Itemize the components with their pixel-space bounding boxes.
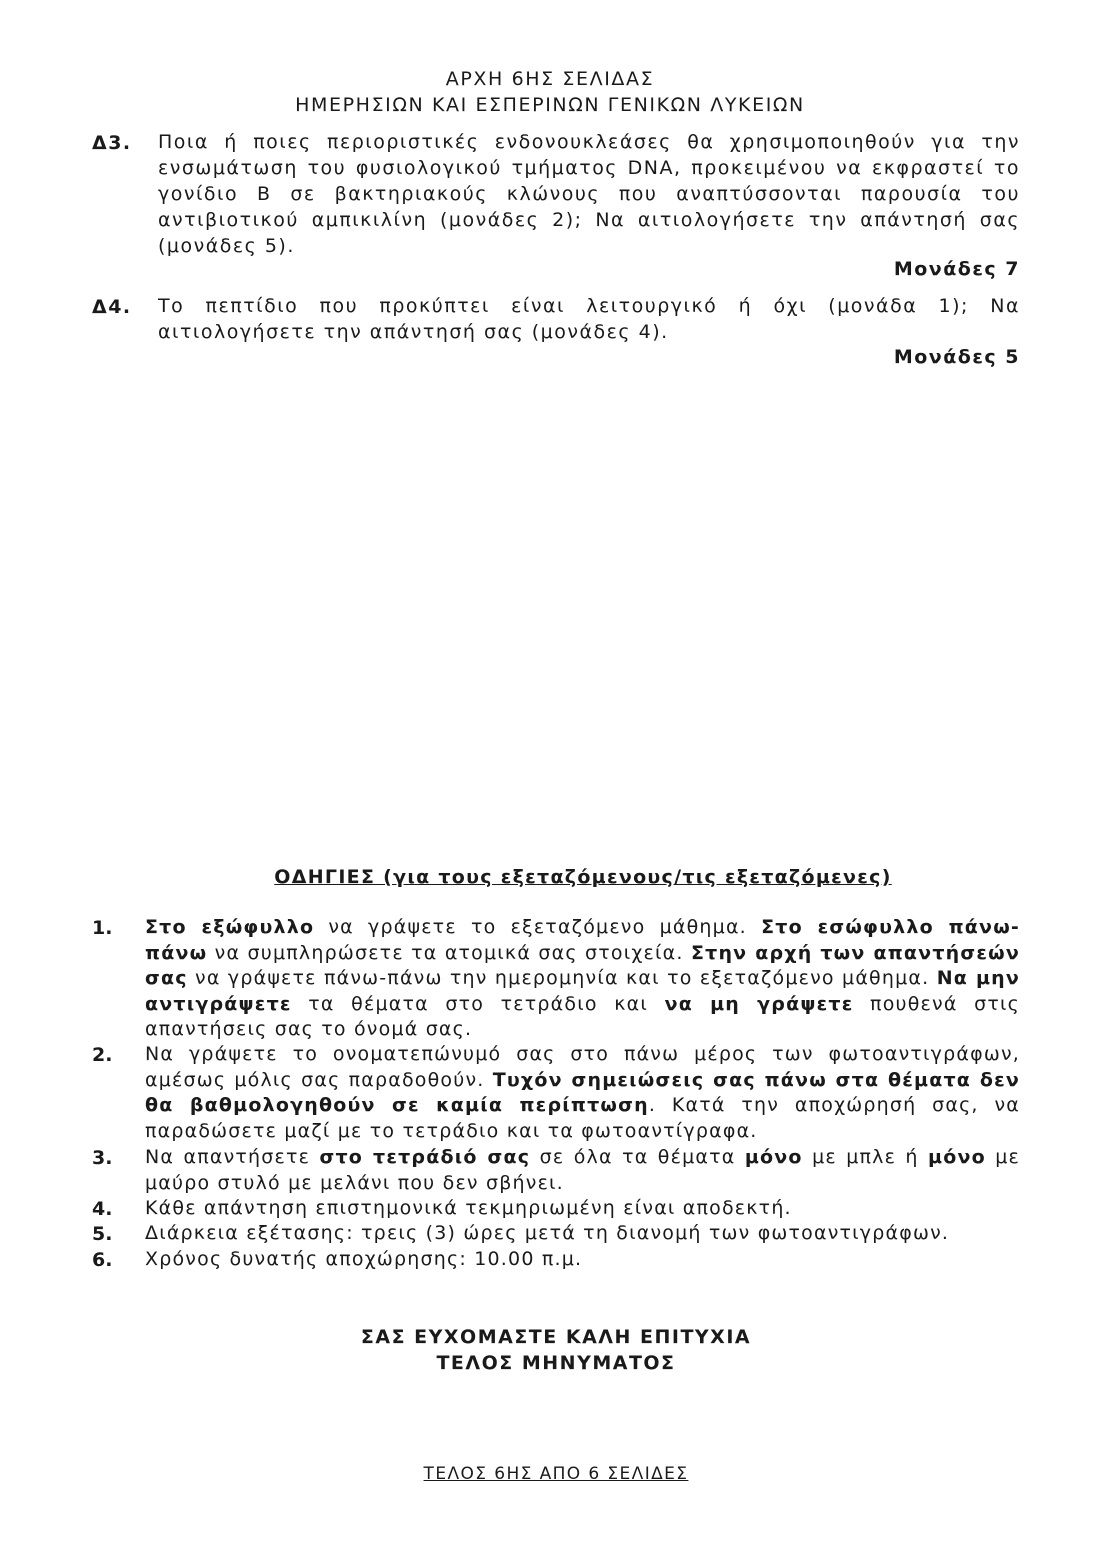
instruction-run: Να γράψετε το ονοματεπώνυμό σας στο πάνω μέρος των φωτοαντιγράφων, αμέσως μόλις σας παραδοθούν.	[145, 1043, 1020, 1091]
instruction-number: 4.	[92, 1198, 113, 1220]
instruction-run: πουθενά στις απαντήσεις σας το όνομά σας.	[145, 992, 1020, 1040]
instruction-text	[145, 1145, 1020, 1196]
instruction-text	[145, 1221, 1020, 1247]
instruction-emphasis: μόνο	[744, 1146, 803, 1168]
instruction-run: Κάθε απάντηση επιστημονικά τεκμηριωμένη είναι αποδεκτή.	[145, 1197, 792, 1219]
instruction-text	[145, 915, 1020, 1043]
instruction-run: Να απαντήσετε	[145, 1146, 320, 1168]
instruction-run: τα θέματα στο τετράδιο και	[291, 992, 665, 1015]
instruction-run: να γράψετε το εξεταζόμενο μάθημα.	[314, 916, 762, 938]
instruction-text	[145, 1196, 1020, 1222]
instruction-emphasis: να μη γράψετε	[664, 992, 854, 1015]
question-text: Το πεπτίδιο που προκύπτει είναι λειτουργικό ή όχι (μονάδα 1); Να αιτιολογήσετε την απάντησή σας (μονάδες 4).	[158, 295, 1020, 343]
instruction-emphasis: Να μην αντιγράψετε	[145, 967, 1021, 1015]
instruction-text	[145, 1247, 1020, 1273]
question-number: Δ4.	[92, 296, 132, 318]
instruction-run: με μπλε ή	[802, 1146, 929, 1168]
instruction-number: 2.	[92, 1044, 113, 1066]
instruction-run: με μαύρο στυλό με μελάνι που δεν σβήνει.	[145, 1146, 1021, 1194]
instruction-run: να συμπληρώσετε τα ατομικά σας στοιχεία.	[207, 941, 691, 964]
instruction-number: 3.	[92, 1147, 113, 1169]
instruction-emphasis: Στην αρχή των απαντήσεών σας	[145, 941, 1021, 989]
closing-line-2: ΤΕΛΟΣ ΜΗΝΥΜΑΤΟΣ	[436, 1352, 676, 1374]
instruction-run: να γράψετε πάνω-πάνω την ημερομηνία και το εξεταζόμενο μάθημα.	[187, 967, 937, 989]
instruction-run: σε όλα τα θέματα	[530, 1146, 745, 1168]
instruction-emphasis: Στο εσώφυλλο πάνω-πάνω	[145, 916, 1021, 964]
instruction-number: 5.	[92, 1223, 113, 1245]
instruction-emphasis: στο τετράδιό σας	[319, 1146, 531, 1168]
instruction-text	[145, 1042, 1020, 1144]
instruction-run: Διάρκεια εξέτασης: τρεις (3) ώρες μετά τη διανομή των φωτοαντιγράφων.	[145, 1222, 950, 1244]
question-text: Ποια ή ποιες περιοριστικές ενδονουκλεάσες θα χρησιμοποιηθούν για την ενσωμάτωση του φυσιολογικού τμήματος DNA, προκειμένου να εκφραστεί το γονίδιο Β σε βακτηριακούς κλώνους που αναπτύσσονται παρουσία του αντιβιοτικού αμπικιλίνη (μονάδες 2); Να αιτιολογήσετε την απάντησή σας (μονάδες 5).	[158, 131, 1020, 257]
instruction-emphasis: μόνο	[928, 1146, 986, 1168]
instruction-number: 1.	[92, 917, 113, 939]
closing-message	[0, 1324, 1100, 1376]
question-marks: Μονάδες 5	[893, 346, 1020, 368]
instruction-emphasis: Στο εξώφυλλο	[145, 916, 315, 938]
page-header	[0, 66, 1100, 118]
question-marks: Μονάδες 7	[893, 258, 1020, 280]
question-number: Δ3.	[92, 132, 132, 154]
page-footer: ΤΕΛΟΣ 6ΗΣ ΑΠΟ 6 ΣΕΛΙΔΕΣ	[423, 1464, 689, 1484]
closing-line-1: ΣΑΣ ΕΥΧΟΜΑΣΤΕ ΚΑΛΗ ΕΠΙΤΥΧΙΑ	[360, 1326, 752, 1348]
instruction-run: . Κατά την αποχώρησή σας, να παραδώσετε μαζί με το τετράδιο και τα φωτοαντίγραφα.	[145, 1094, 1020, 1142]
instruction-number: 6.	[92, 1249, 113, 1271]
header-line-2: ΗΜΕΡΗΣΙΩΝ ΚΑΙ ΕΣΠΕΡΙΝΩΝ ΓΕΝΙΚΩΝ ΛΥΚΕΙΩΝ	[295, 94, 805, 116]
instruction-run: Χρόνος δυνατής αποχώρησης: 10.00 π.μ.	[145, 1248, 583, 1270]
instructions-title: ΟΔΗΓΙΕΣ (για τους εξεταζόμενους/τις εξεταζόμενες)	[274, 866, 892, 888]
header-line-1: ΑΡΧΗ 6ΗΣ ΣΕΛΙΔΑΣ	[445, 68, 655, 90]
instruction-emphasis: Τυχόν σημειώσεις σας πάνω στα θέματα δεν θα βαθμολογηθούν σε καμία περίπτωση	[145, 1068, 1020, 1116]
